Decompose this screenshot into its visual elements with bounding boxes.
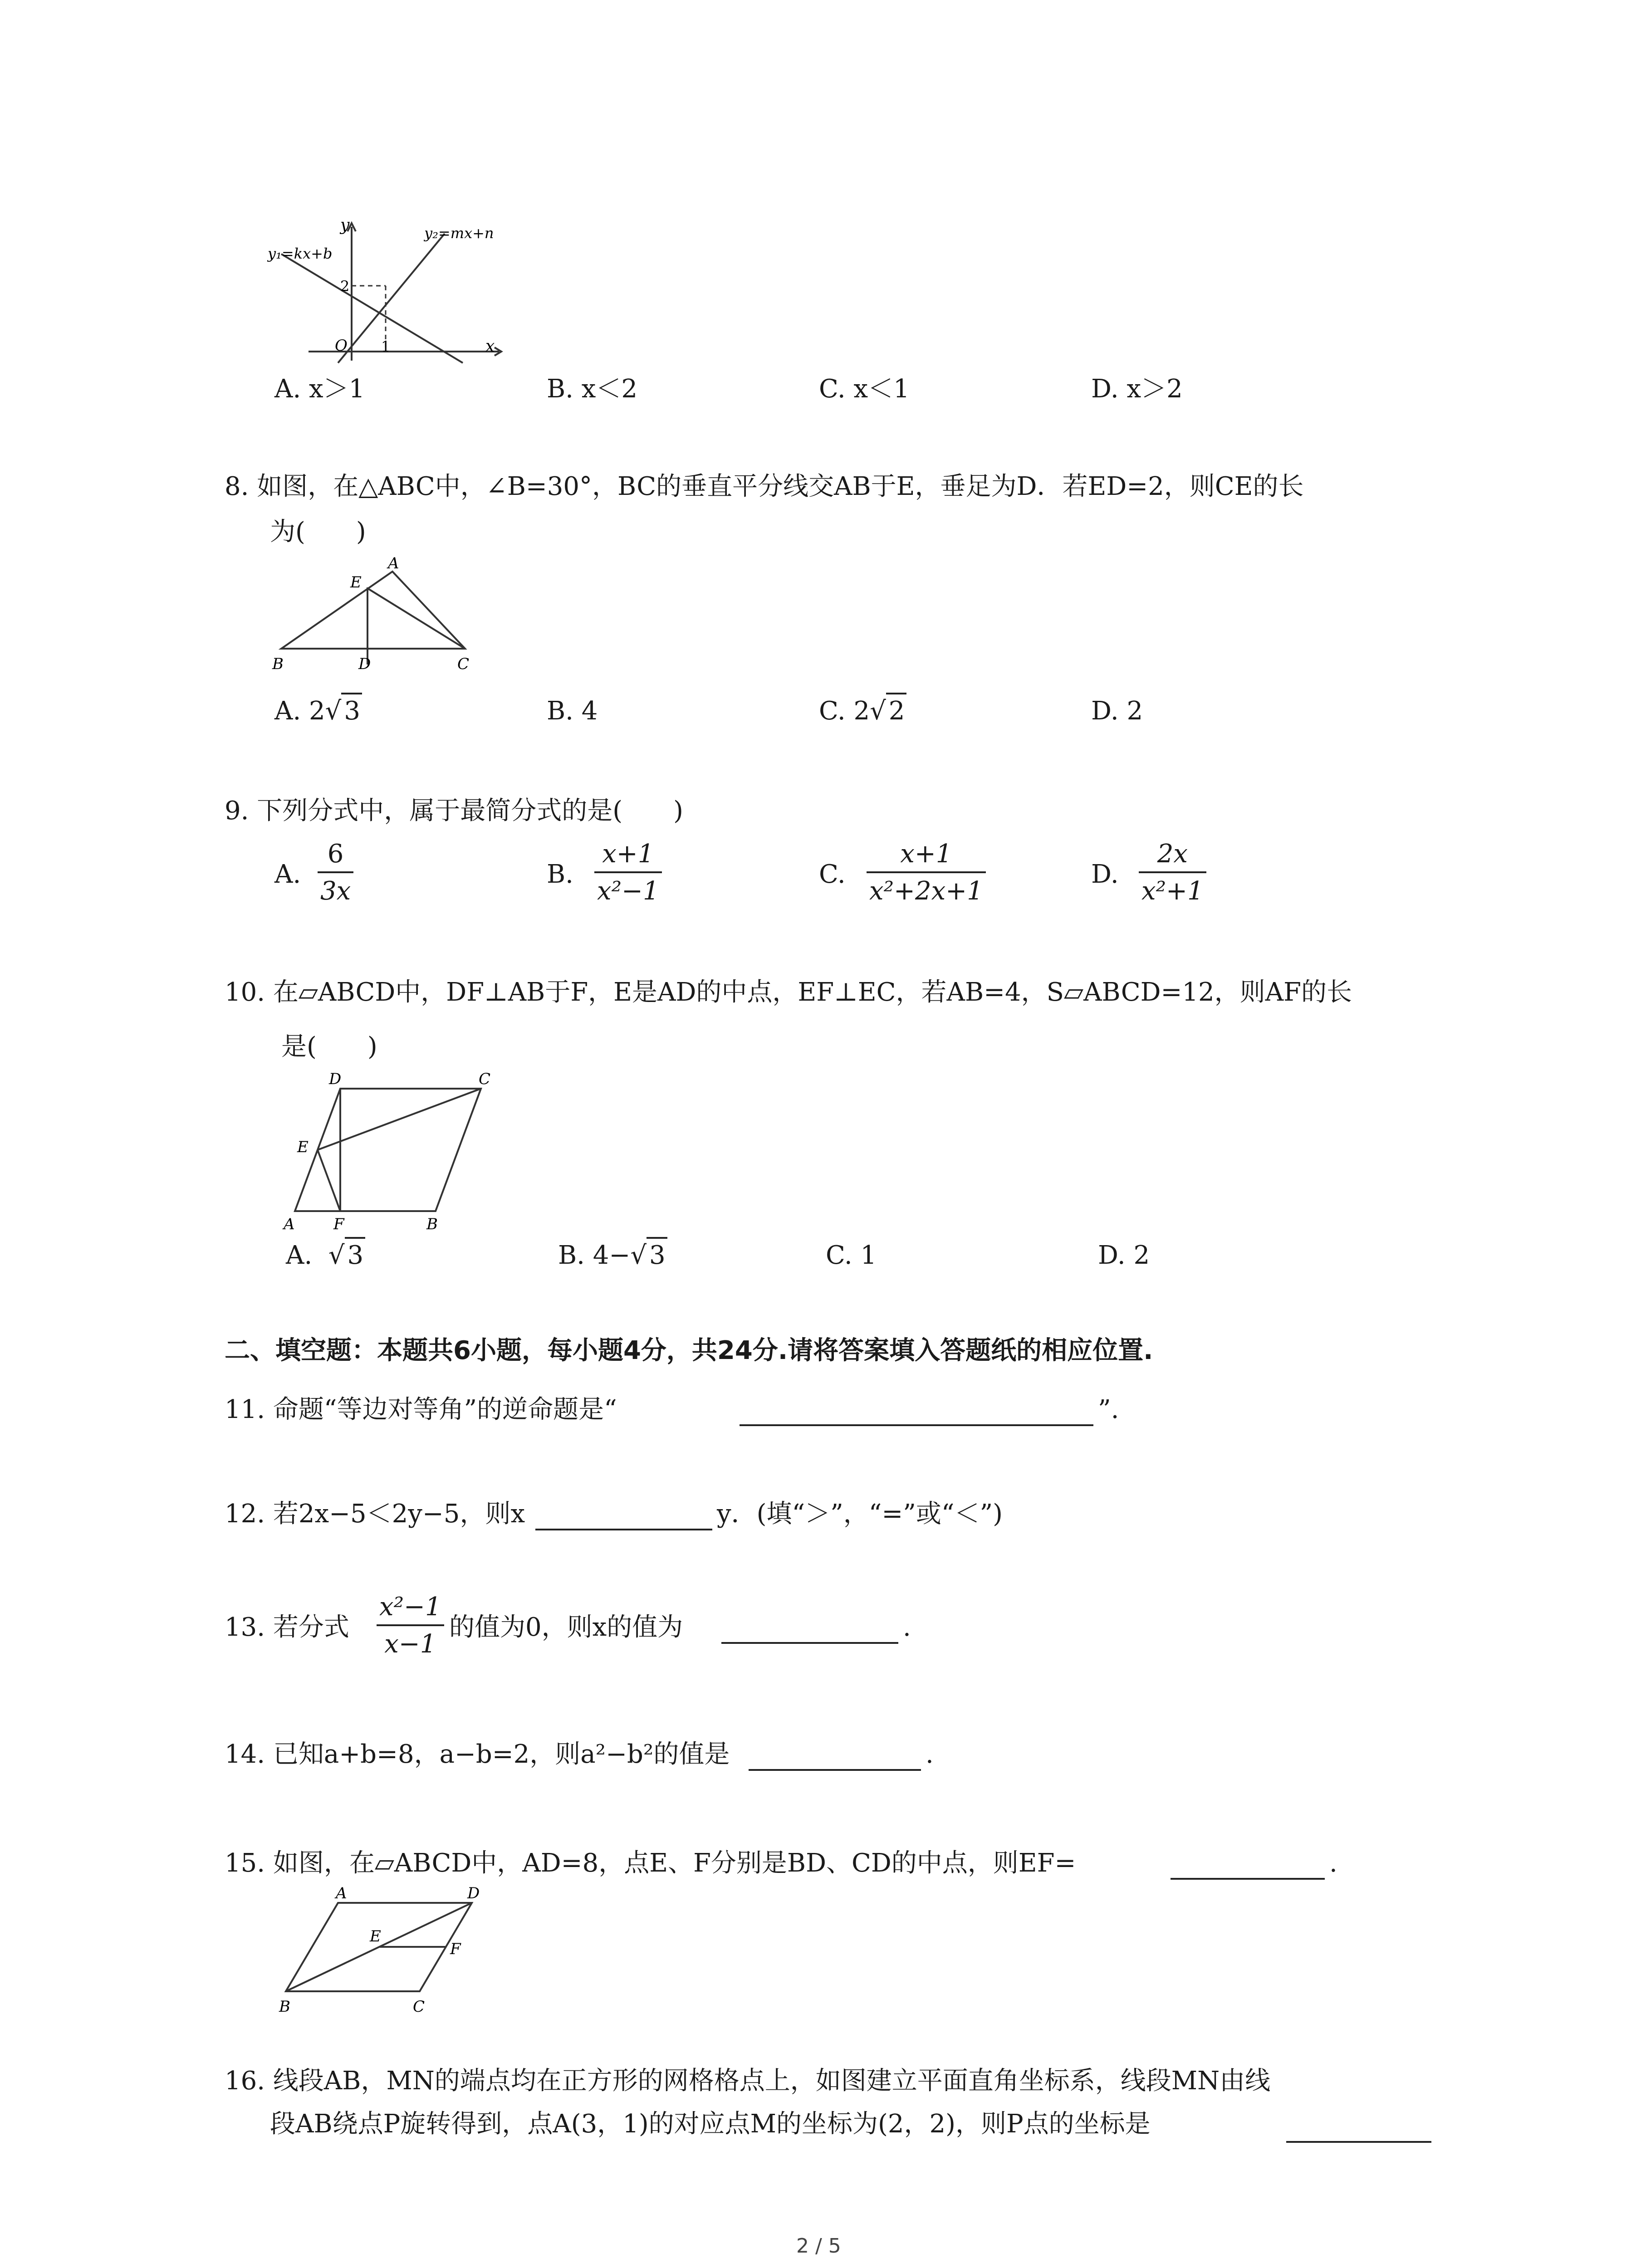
sqrt-symbol: √ 3 <box>328 1243 365 1268</box>
q12-answer-blank[interactable] <box>535 1501 712 1530</box>
q9-label-a: A. <box>274 860 301 889</box>
q10-option-b: B. 4−√ 3 <box>558 1243 667 1268</box>
q9-label-d: D. <box>1091 860 1119 889</box>
q9-stem: 9. 下列分式中，属于最简分式的是( ) <box>225 796 683 826</box>
q15-answer-blank[interactable] <box>1171 1851 1325 1880</box>
q8-option-b: B. 4 <box>547 696 598 726</box>
q10-label-a: A <box>284 1215 295 1233</box>
q7-option-c: C. x＜1 <box>819 374 910 404</box>
q13-answer-blank[interactable] <box>721 1615 898 1644</box>
q14-text-before: 14. 已知a+b=8，a−b=2，则a²−b²的值是 <box>225 1740 730 1769</box>
q15-text-end: . <box>1329 1848 1337 1878</box>
q9-fraction-a: $\frac{6}{3x}$ <box>318 841 353 904</box>
q16-stem-line2: 段AB绕点P旋转得到，点A(3，1)的对应点M的坐标为(2，2)，则P点的坐标是 <box>270 2109 1151 2139</box>
q10-label-d: D <box>329 1070 342 1088</box>
q14-text-end: . <box>926 1740 934 1769</box>
q10-option-c: C. 1 <box>826 1241 877 1270</box>
q13-fraction: $\frac{\text{x²−1}}{x-1}$ <box>377 1594 444 1657</box>
q11-text-before: 11. 命题“等边对等角”的逆命题是“ <box>225 1395 617 1424</box>
q9-fraction-b: $\frac{x+1}{\text{x²−1}}$ <box>594 841 662 904</box>
q8-label-c: C <box>457 655 470 673</box>
q7-option-a: A. x＞1 <box>274 374 365 404</box>
q15-text-before: 15. 如图，在▱ABCD中，AD=8，点E、F分别是BD、CD的中点，则EF= <box>225 1848 1076 1878</box>
q7-x-axis-label: x <box>485 337 495 356</box>
q9-fraction-c: $\frac{x+1}{\text{x²+2x+1}}$ <box>867 841 986 904</box>
q8-stem-line2: 为( ) <box>270 517 366 547</box>
q15-label-d: D <box>467 1884 480 1902</box>
q8-label-b: B <box>272 655 284 673</box>
q15-label-c: C <box>413 1998 425 2016</box>
q8-option-c: C. 2√ 2 <box>819 699 906 724</box>
q12-text-after: y．(填“＞”，“=”或“＜”) <box>717 1499 1003 1529</box>
sqrt-symbol: √ 3 <box>325 699 362 724</box>
q12-text-before: 12. 若2x−5＜2y−5，则x <box>225 1499 525 1529</box>
q10-option-d: D. 2 <box>1098 1241 1150 1270</box>
q7-graph <box>254 213 508 367</box>
sqrt-symbol: √ 2 <box>870 699 906 724</box>
q14-answer-blank[interactable] <box>749 1742 921 1771</box>
q8-label-d: D <box>358 655 371 673</box>
q15-label-f: F <box>450 1940 461 1958</box>
q11-text-after: ”. <box>1098 1395 1119 1424</box>
q8-label-e: E <box>350 573 362 591</box>
q11-answer-blank[interactable] <box>740 1397 1093 1426</box>
q10-label-b: B <box>426 1215 438 1233</box>
q13-text-before: 13. 若分式 <box>225 1613 349 1642</box>
q15-label-a: A <box>336 1884 347 1902</box>
q10-label-c: C <box>479 1070 491 1088</box>
q7-option-d: D. x＞2 <box>1091 374 1183 404</box>
q7-line2-label: y₂=mx+n <box>424 225 494 242</box>
q7-y-tick: 2 <box>340 278 350 295</box>
q8-stem-line1: 8. 如图，在△ABC中，∠B=30°，BC的垂直平分线交AB于E，垂足为D．若ED=2，则CE的长 <box>225 472 1304 501</box>
q15-label-e: E <box>370 1927 381 1945</box>
q7-line1-label: y₁=kx+b <box>268 245 333 262</box>
q9-fraction-d: $\frac{2x}{\text{x²+1}}$ <box>1139 841 1206 904</box>
q7-x-tick: 1 <box>381 338 391 355</box>
q9-label-b: B. <box>547 860 573 889</box>
q10-parallelogram-figure <box>277 1066 513 1238</box>
q10-stem-line2: 是( ) <box>281 1032 377 1061</box>
page-number: 2 / 5 <box>796 2234 841 2258</box>
q10-label-e: E <box>297 1138 309 1156</box>
sqrt-symbol: √ 3 <box>630 1243 667 1268</box>
q13-text-end: . <box>903 1613 911 1642</box>
q16-stem-line1: 16. 线段AB，MN的端点均在正方形的网格格点上，如图建立平面直角坐标系，线段MN由线 <box>225 2066 1271 2096</box>
q10-option-a: A. √ 3 <box>286 1243 365 1268</box>
q9-label-c: C. <box>819 860 846 889</box>
q7-y-axis-label: y <box>340 216 350 235</box>
q7-origin-label: O <box>335 337 348 355</box>
q8-option-a: A. 2√ 3 <box>274 699 362 724</box>
q8-label-a: A <box>388 556 399 572</box>
q10-stem-line1: 10. 在▱ABCD中，DF⊥AB于F，E是AD的中点，EF⊥EC，若AB=4，S▱ABCD=12，则AF的长 <box>225 978 1352 1007</box>
q10-label-f: F <box>333 1215 344 1233</box>
q8-triangle-figure <box>263 556 499 683</box>
q16-answer-blank[interactable] <box>1286 2114 1431 2143</box>
q8-option-d: D. 2 <box>1091 696 1143 726</box>
section2-heading: 二、填空题：本题共6小题，每小题4分，共24分.请将答案填入答题纸的相应位置. <box>225 1336 1153 1365</box>
q15-parallelogram-figure <box>268 1882 522 2023</box>
q15-label-b: B <box>279 1998 290 2016</box>
q13-text-after: 的值为0，则x的值为 <box>449 1613 683 1642</box>
q7-option-b: B. x＜2 <box>547 374 637 404</box>
